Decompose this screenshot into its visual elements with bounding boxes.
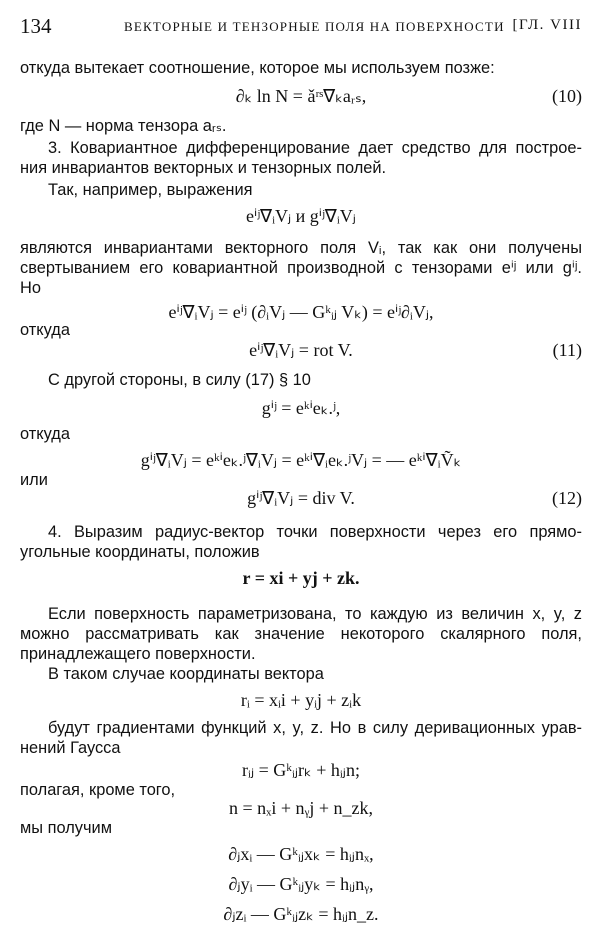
formula-radius-vector: r = xi + yj + zk. (242, 568, 360, 588)
formula-system-3: ∂ⱼzᵢ — Gᵏᵢⱼzₖ = hᵢⱼn_z. (223, 904, 379, 924)
paragraph-4-start: 4. Выразим радиус-вектор точки поверхности через его прямо- (48, 523, 582, 541)
text-line: где N — норма тензора aᵣₛ. (20, 117, 227, 135)
text-line: откуда (20, 425, 70, 443)
formula-div-derivation: gⁱʲ∇ᵢVⱼ = eᵏⁱeₖ.ʲ∇ᵢVⱼ = eᵏⁱ∇ᵢeₖ.ʲVⱼ = — eᵏⁱ∇ᵢṼₖ (140, 450, 462, 470)
formula-system-1: ∂ⱼxᵢ — Gᵏᵢⱼxₖ = hᵢⱼnₓ, (228, 844, 374, 864)
text-line: откуда (20, 321, 70, 339)
text-line: Так, например, выражения (48, 181, 253, 199)
formula-invariants: eⁱʲ∇ᵢVⱼ и gⁱʲ∇ᵢVⱼ (246, 206, 356, 226)
text-line: полагая, кроме того, (20, 781, 176, 799)
chapter-label: [ГЛ. VIII (512, 17, 582, 33)
formula-ri: rᵢ = xᵢi + yᵢj + zᵢk (240, 690, 362, 710)
text-line: будут градиентами функций x, y, z. Но в силу деривационных урав- (48, 719, 582, 737)
formula-11: eⁱʲ∇ᵢVⱼ = rot V. (249, 340, 353, 360)
text-line: Если поверхность параметризована, то каждую из величин x, y, z (48, 605, 582, 623)
text-line: откуда вытекает соотношение, которое мы используем позже: (20, 59, 495, 77)
formula-normal: n = nₓi + nᵧj + n_zk, (229, 798, 373, 818)
equation-number-11: (11) (552, 340, 582, 360)
paragraph-3-start: 3. Ковариантное дифференцирование дает средство для построе- (48, 139, 582, 157)
text-line: нений Гаусса (20, 739, 121, 757)
running-title: ВЕКТОРНЫЕ И ТЕНЗОРНЫЕ ПОЛЯ НА ПОВЕРХНОСТИ (124, 19, 505, 34)
formula-expansion: eⁱʲ∇ᵢVⱼ = eⁱʲ (∂ᵢVⱼ — Gᵏᵢⱼ Vₖ) = eⁱʲ∂ᵢVⱼ, (168, 302, 434, 322)
formula-g: gⁱʲ = eᵏⁱeₖ.ʲ, (261, 398, 341, 418)
text-line: Но (20, 279, 41, 297)
page-number: 134 (20, 14, 52, 38)
equation-number-12: (12) (552, 488, 582, 508)
text-line: принадлежащего поверхности. (20, 645, 256, 663)
running-head (20, 14, 582, 38)
formula-12: gⁱʲ∇ᵢVⱼ = div V. (247, 488, 355, 508)
text-line: мы получим (20, 819, 112, 837)
text-line: ния инвариантов векторных и тензорных полей. (20, 159, 387, 177)
text-line: угольные координаты, положив (20, 543, 260, 561)
text-line: В таком случае координаты вектора (48, 665, 324, 683)
text-line: можно рассматривать как значение некоторого скалярного поля, (20, 625, 582, 643)
formula-rij: rᵢⱼ = Gᵏᵢⱼrₖ + hᵢⱼn; (242, 760, 360, 780)
formula-system-2: ∂ⱼyᵢ — Gᵏᵢⱼyₖ = hᵢⱼnᵧ, (228, 874, 374, 894)
text-line: или (20, 471, 48, 489)
equation-number-10: (10) (552, 86, 582, 106)
formula-10: ∂ₖ ln N = ǎʳˢ∇ₖaᵣₛ, (235, 86, 367, 106)
text-line: С другой стороны, в силу (17) § 10 (48, 371, 311, 389)
text-line: являются инвариантами векторного поля Vᵢ, так как они получены (20, 239, 582, 257)
text-line: свертыванием его ковариантной производной с тензорами eⁱʲ или gⁱʲ. (20, 259, 582, 277)
